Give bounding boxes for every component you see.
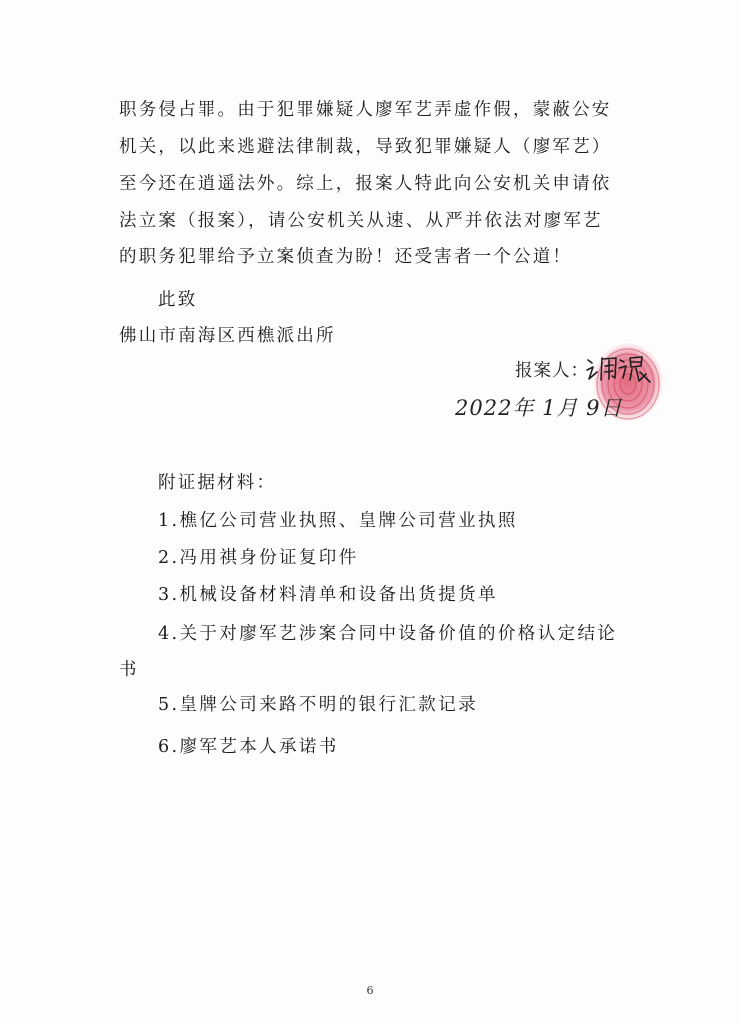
body-line: 机关，以此来逃避法律制裁，导致犯罪嫌疑人（廖军艺） <box>119 137 612 157</box>
attachment-item: 3.机械设备材料清单和设备出货提货单 <box>158 585 498 605</box>
recipient: 佛山市南海区西樵派出所 <box>119 326 336 346</box>
salutation: 此致 <box>158 290 198 310</box>
handwritten-signature <box>584 352 654 386</box>
body-line: 法立案（报案），请公安机关从速、从严并依法对廖军艺 <box>119 211 603 231</box>
body-line: 职务侵占罪。由于犯罪嫌疑人廖军艺弄虚作假，蒙蔽公安 <box>119 100 612 120</box>
attachment-item: 2.冯用祺身份证复印件 <box>158 548 359 568</box>
attachment-item: 5.皇牌公司来路不明的银行汇款记录 <box>158 695 478 715</box>
attachment-item: 4.关于对廖军艺涉案合同中设备价值的价格认定结论 <box>158 624 618 644</box>
body-line: 至今还在逍遥法外。综上，报案人特此向公安机关申请依 <box>119 174 612 194</box>
attachment-item-continuation: 书 <box>119 660 139 680</box>
reporter-label: 报案人： <box>515 361 589 381</box>
page-number: 6 <box>366 984 374 997</box>
report-date: 2022年 1月 9日 <box>455 396 623 420</box>
attachment-item: 6.廖军艺本人承诺书 <box>158 737 339 757</box>
attachment-item: 1.樵亿公司营业执照、皇牌公司营业执照 <box>158 511 518 531</box>
body-line: 的职务犯罪给予立案侦查为盼！还受害者一个公道！ <box>119 247 573 267</box>
annex-title: 附证据材料： <box>158 473 277 493</box>
